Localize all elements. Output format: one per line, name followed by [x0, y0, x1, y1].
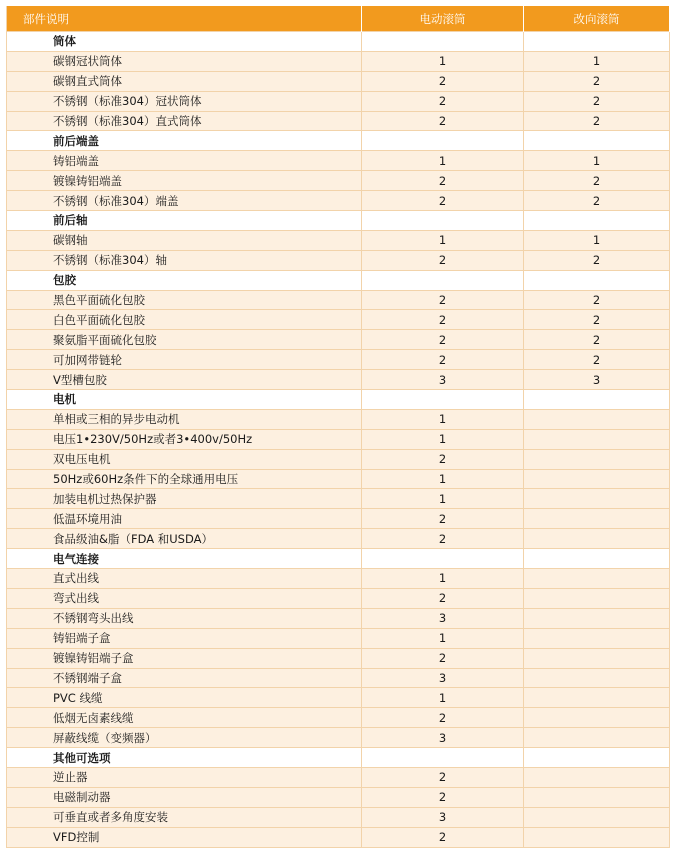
idler-pulley-value: [524, 469, 670, 489]
motorized-pulley-value: 1: [362, 688, 524, 708]
motorized-pulley-value: 1: [362, 569, 524, 589]
idler-pulley-value: [524, 708, 670, 728]
idler-pulley-value: [524, 509, 670, 529]
idler-pulley-value: [524, 131, 670, 151]
motorized-pulley-value: 2: [362, 708, 524, 728]
idler-pulley-value: [524, 569, 670, 589]
idler-pulley-value: [524, 549, 670, 569]
table-row: [7, 767, 670, 787]
idler-pulley-value: [524, 787, 670, 807]
idler-pulley-value: [524, 688, 670, 708]
part-name: 可加网带链轮: [7, 350, 362, 370]
table-row: [7, 608, 670, 628]
motorized-pulley-value: 1: [362, 628, 524, 648]
table-row: [7, 807, 670, 827]
motorized-pulley-value: [362, 748, 524, 768]
motorized-pulley-value: 2: [362, 648, 524, 668]
motorized-pulley-value: 2: [362, 787, 524, 807]
table-row: [7, 449, 670, 469]
motorized-pulley-value: 2: [362, 91, 524, 111]
table-row: [7, 429, 670, 449]
part-name: 弯式出线: [7, 588, 362, 608]
part-name: 加装电机过热保护器: [7, 489, 362, 509]
motorized-pulley-value: 2: [362, 827, 524, 847]
part-name: 不锈钢（标准304）轴: [7, 250, 362, 270]
motorized-pulley-value: 1: [362, 51, 524, 71]
motorized-pulley-value: 2: [362, 250, 524, 270]
section-title: 包胶: [7, 270, 362, 290]
part-name: 不锈钢（标准304）冠状筒体: [7, 91, 362, 111]
idler-pulley-value: 1: [524, 51, 670, 71]
idler-pulley-value: 2: [524, 171, 670, 191]
motorized-pulley-value: 2: [362, 191, 524, 211]
motorized-pulley-value: 1: [362, 469, 524, 489]
part-name: 不锈钢（标准304）直式筒体: [7, 111, 362, 131]
idler-pulley-value: [524, 211, 670, 231]
idler-pulley-value: [524, 588, 670, 608]
part-name: 屏蔽线缆（变频器）: [7, 728, 362, 748]
part-name: 逆止器: [7, 767, 362, 787]
header-row: [7, 6, 670, 32]
table-row: [7, 708, 670, 728]
motorized-pulley-value: 3: [362, 668, 524, 688]
motorized-pulley-value: 3: [362, 728, 524, 748]
motorized-pulley-value: 2: [362, 71, 524, 91]
section-row: [7, 549, 670, 569]
part-name: 单相或三相的异步电动机: [7, 409, 362, 429]
section-row: [7, 32, 670, 52]
part-name: 食品级油&脂（FDA 和USDA）: [7, 529, 362, 549]
table-row: [7, 668, 670, 688]
idler-pulley-value: [524, 648, 670, 668]
motorized-pulley-value: [362, 270, 524, 290]
idler-pulley-value: [524, 728, 670, 748]
idler-pulley-value: 2: [524, 310, 670, 330]
idler-pulley-value: 2: [524, 111, 670, 131]
table-row: [7, 230, 670, 250]
motorized-pulley-value: 1: [362, 489, 524, 509]
part-name: 低温环境用油: [7, 509, 362, 529]
motorized-pulley-value: 1: [362, 230, 524, 250]
table-row: [7, 91, 670, 111]
motorized-pulley-value: [362, 549, 524, 569]
table-row: [7, 330, 670, 350]
part-name: VFD控制: [7, 827, 362, 847]
motorized-pulley-value: [362, 390, 524, 410]
part-name: 聚氨脂平面硫化包胶: [7, 330, 362, 350]
idler-pulley-value: [524, 409, 670, 429]
part-name: 碳钢直式筒体: [7, 71, 362, 91]
table-row: [7, 728, 670, 748]
table-row: [7, 310, 670, 330]
section-title: 其他可选项: [7, 748, 362, 768]
part-name: 50Hz或60Hz条件下的全球通用电压: [7, 469, 362, 489]
part-name: 铸铝端盖: [7, 151, 362, 171]
options-table: [6, 6, 670, 848]
part-name: 直式出线: [7, 569, 362, 589]
table-row: [7, 290, 670, 310]
table-row: [7, 628, 670, 648]
table-body: [7, 32, 670, 848]
table-row: [7, 151, 670, 171]
part-name: 电压1•230V/50Hz或者3•400v/50Hz: [7, 429, 362, 449]
idler-pulley-value: [524, 489, 670, 509]
motorized-pulley-value: 2: [362, 509, 524, 529]
idler-pulley-value: 2: [524, 250, 670, 270]
table-row: [7, 171, 670, 191]
section-row: [7, 748, 670, 768]
part-name: 镀镍铸铝端子盒: [7, 648, 362, 668]
table-row: [7, 569, 670, 589]
section-title: 电机: [7, 390, 362, 410]
motorized-pulley-value: 2: [362, 529, 524, 549]
part-name: 白色平面硫化包胶: [7, 310, 362, 330]
part-name: 可垂直或者多角度安装: [7, 807, 362, 827]
motorized-pulley-value: [362, 211, 524, 231]
motorized-pulley-value: 1: [362, 409, 524, 429]
motorized-pulley-value: 2: [362, 350, 524, 370]
table-row: [7, 409, 670, 429]
table-row: [7, 250, 670, 270]
idler-pulley-value: 2: [524, 350, 670, 370]
motorized-pulley-value: 3: [362, 608, 524, 628]
motorized-pulley-value: 2: [362, 449, 524, 469]
table-row: [7, 489, 670, 509]
motorized-pulley-value: 2: [362, 330, 524, 350]
idler-pulley-value: [524, 270, 670, 290]
motorized-pulley-value: [362, 131, 524, 151]
part-name: 不锈钢端子盒: [7, 668, 362, 688]
motorized-pulley-value: 2: [362, 767, 524, 787]
idler-pulley-value: [524, 449, 670, 469]
motorized-pulley-value: 2: [362, 310, 524, 330]
table-row: [7, 588, 670, 608]
table-row: [7, 509, 670, 529]
motorized-pulley-value: 2: [362, 171, 524, 191]
part-name: 铸铝端子盒: [7, 628, 362, 648]
idler-pulley-value: [524, 748, 670, 768]
motorized-pulley-value: 2: [362, 290, 524, 310]
idler-pulley-value: [524, 608, 670, 628]
part-name: 黑色平面硫化包胶: [7, 290, 362, 310]
motorized-pulley-value: 1: [362, 151, 524, 171]
table-row: [7, 191, 670, 211]
part-name: 碳钢冠状筒体: [7, 51, 362, 71]
part-name: PVC 线缆: [7, 688, 362, 708]
motorized-pulley-value: 2: [362, 111, 524, 131]
idler-pulley-value: [524, 429, 670, 449]
section-title: 前后端盖: [7, 131, 362, 151]
idler-pulley-value: [524, 32, 670, 52]
part-name: 不锈钢弯头出线: [7, 608, 362, 628]
table-row: [7, 350, 670, 370]
idler-pulley-value: [524, 807, 670, 827]
idler-pulley-value: 2: [524, 71, 670, 91]
idler-pulley-value: 2: [524, 191, 670, 211]
motorized-pulley-value: 2: [362, 588, 524, 608]
header-idler-pulley: 改向滚筒: [524, 6, 670, 32]
section-row: [7, 270, 670, 290]
idler-pulley-value: 1: [524, 151, 670, 171]
section-title: 前后轴: [7, 211, 362, 231]
header-part-description: 部件说明: [7, 6, 362, 32]
idler-pulley-value: [524, 628, 670, 648]
idler-pulley-value: 3: [524, 370, 670, 390]
idler-pulley-value: [524, 827, 670, 847]
idler-pulley-value: [524, 767, 670, 787]
idler-pulley-value: 1: [524, 230, 670, 250]
idler-pulley-value: 2: [524, 290, 670, 310]
motorized-pulley-value: 3: [362, 807, 524, 827]
header-motorized-pulley: 电动滚筒: [362, 6, 524, 32]
idler-pulley-value: [524, 390, 670, 410]
table-row: [7, 370, 670, 390]
motorized-pulley-value: 1: [362, 429, 524, 449]
table-row: [7, 111, 670, 131]
section-row: [7, 211, 670, 231]
part-name: V型槽包胶: [7, 370, 362, 390]
idler-pulley-value: 2: [524, 91, 670, 111]
table-header: [7, 6, 670, 32]
motorized-pulley-value: [362, 32, 524, 52]
idler-pulley-value: [524, 529, 670, 549]
options-table-container: [6, 6, 669, 848]
table-row: [7, 787, 670, 807]
part-name: 电磁制动器: [7, 787, 362, 807]
part-name: 不锈钢（标准304）端盖: [7, 191, 362, 211]
table-row: [7, 827, 670, 847]
section-title: 电气连接: [7, 549, 362, 569]
section-title: 筒体: [7, 32, 362, 52]
part-name: 碳钢轴: [7, 230, 362, 250]
part-name: 双电压电机: [7, 449, 362, 469]
motorized-pulley-value: 3: [362, 370, 524, 390]
table-row: [7, 529, 670, 549]
table-row: [7, 51, 670, 71]
part-name: 低烟无卤素线缆: [7, 708, 362, 728]
idler-pulley-value: [524, 668, 670, 688]
table-row: [7, 648, 670, 668]
table-row: [7, 469, 670, 489]
part-name: 镀镍铸铝端盖: [7, 171, 362, 191]
idler-pulley-value: 2: [524, 330, 670, 350]
table-row: [7, 71, 670, 91]
section-row: [7, 131, 670, 151]
section-row: [7, 390, 670, 410]
table-row: [7, 688, 670, 708]
